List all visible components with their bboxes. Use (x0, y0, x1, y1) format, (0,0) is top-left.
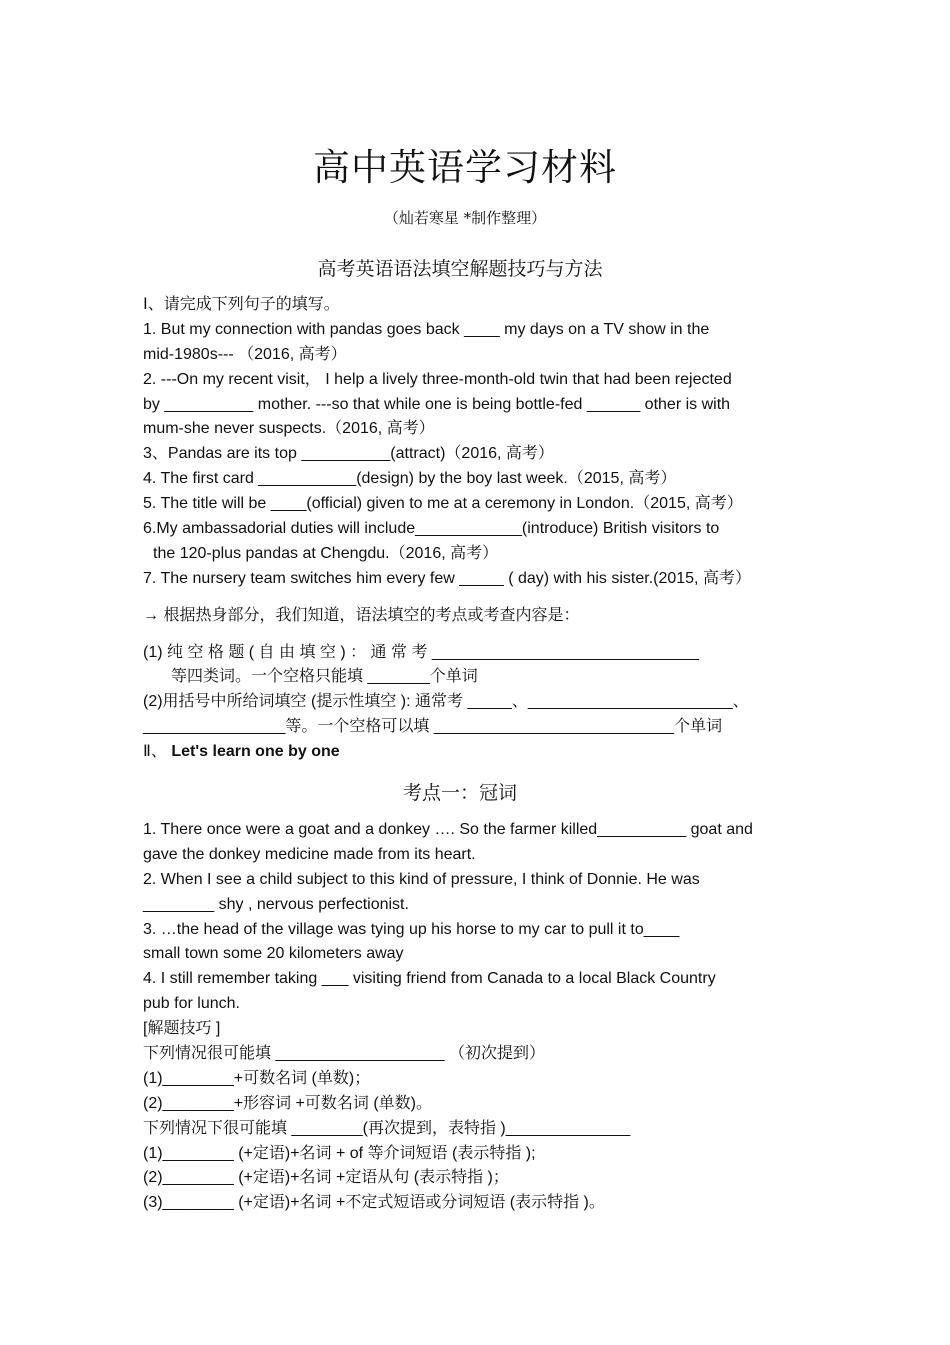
article-question-2-line-1: 2. When I see a child subject to this kind of pressure, I think of Donnie. He was (143, 870, 700, 888)
article-question-4-line-1: 4. I still remember taking ___ visiting friend from Canada to a local Black Country (143, 970, 716, 988)
tip-line-3: (2)________+形容词 +可数名词 (单数)。 (143, 1094, 432, 1112)
article-question-2-line-2: ________ shy , nervous perfectionist. (143, 895, 409, 913)
tip-line-4: 下列情况下很可能填 ________(再次提到，表特指 )______________ (143, 1119, 631, 1137)
summary-item-2-line-1: (2)用括号中所给词填空 (提示性填空 ): 通常考 _____、_______________________、 (143, 693, 749, 711)
question-7: 7. The nursery team switches him every few _____ ( day) with his sister.(2015, 高考） (143, 569, 751, 587)
part2-prefix: Ⅱ、 (143, 743, 167, 761)
question-4: 4. The first card ___________(design) by the boy last week.（2015, 高考） (143, 470, 677, 488)
summary-item-1-line-2: 等四类词。一个空格只能填 _______个单词 (171, 668, 478, 686)
question-3: 3、Pandas are its top __________(attract)（2016, 高考） (143, 445, 554, 463)
tip-line-6: (2)________ (+定语)+名词 +定语从句 (表示特指 )； (143, 1169, 509, 1187)
document-subtitle: （灿若寒星 *制作整理） (383, 209, 547, 227)
kaodian-heading: 考点一：冠词 (402, 782, 517, 804)
question-2-line-3: mum-she never suspects.（2016, 高考） (143, 420, 435, 438)
summary-item-2-line-2: ________________等。一个空格可以填 ___________________________个单词 (143, 718, 723, 736)
summary-item-1-line-1: (1) 纯 空 格 题 ( 自 由 填 空 ) ： 通 常 考 ______________________________ (143, 643, 699, 661)
section-heading: 高考英语语法填空解题技巧与方法 (317, 258, 603, 280)
document-title: 高中英语学习材料 (313, 146, 617, 189)
tip-line-7: (3)________ (+定语)+名词 +不定式短语或分词短语 (表示特指 )。 (143, 1194, 605, 1212)
tips-header: [解题技巧 ] (143, 1020, 221, 1038)
question-1-line-1: 1. But my connection with pandas goes back ____ my days on a TV show in the (143, 320, 710, 338)
question-6-line-2: the 120-plus pandas at Chengdu.（2016, 高考） (153, 544, 499, 562)
question-6-line-1: 6.My ambassadorial duties will include____________(introduce) British visitors to (143, 520, 720, 538)
tip-line-1: 下列情况很可能填 ___________________ （初次提到） (143, 1045, 545, 1063)
article-section (143, 818, 888, 1216)
article-question-3-line-1: 3. …the head of the village was tying up his horse to my car to pull it to____ (143, 920, 680, 938)
part2-header (143, 740, 813, 765)
question-2-line-1: 2. ---On my recent visit， I help a lively three-month-old twin that had been rejected (143, 370, 732, 388)
part2-title: Let's learn one by one (171, 743, 340, 761)
question-2-line-2: by __________ mother. ---so that while one is being bottle-fed ______ other is with (143, 395, 731, 413)
tip-line-5: (1)________ (+定语)+名词 + of 等介词短语 (表示特指 ); (143, 1144, 536, 1162)
article-question-3-line-2: small town some 20 kilometers away (143, 945, 404, 963)
summary-line: → 根据热身部分，我们知道，语法填空的考点或考查内容是： (143, 606, 580, 624)
tip-line-2: (1)________+可数名词 (单数)； (143, 1069, 371, 1087)
part1-header: Ⅰ、请完成下列句子的填写。 (143, 296, 340, 313)
exercise-part-1 (143, 293, 813, 765)
article-question-1-line-1: 1. There once were a goat and a donkey …. So the farmer killed__________ goat and (143, 821, 753, 838)
question-5: 5. The title will be ____(official) given to me at a ceremony in London.（2015, 高考） (143, 495, 743, 513)
article-question-4-line-2: pub for lunch. (143, 995, 240, 1013)
question-1-line-2: mid-1980s--- （2016, 高考） (143, 345, 347, 363)
article-question-1-line-2: gave the donkey medicine made from its heart. (143, 845, 476, 863)
